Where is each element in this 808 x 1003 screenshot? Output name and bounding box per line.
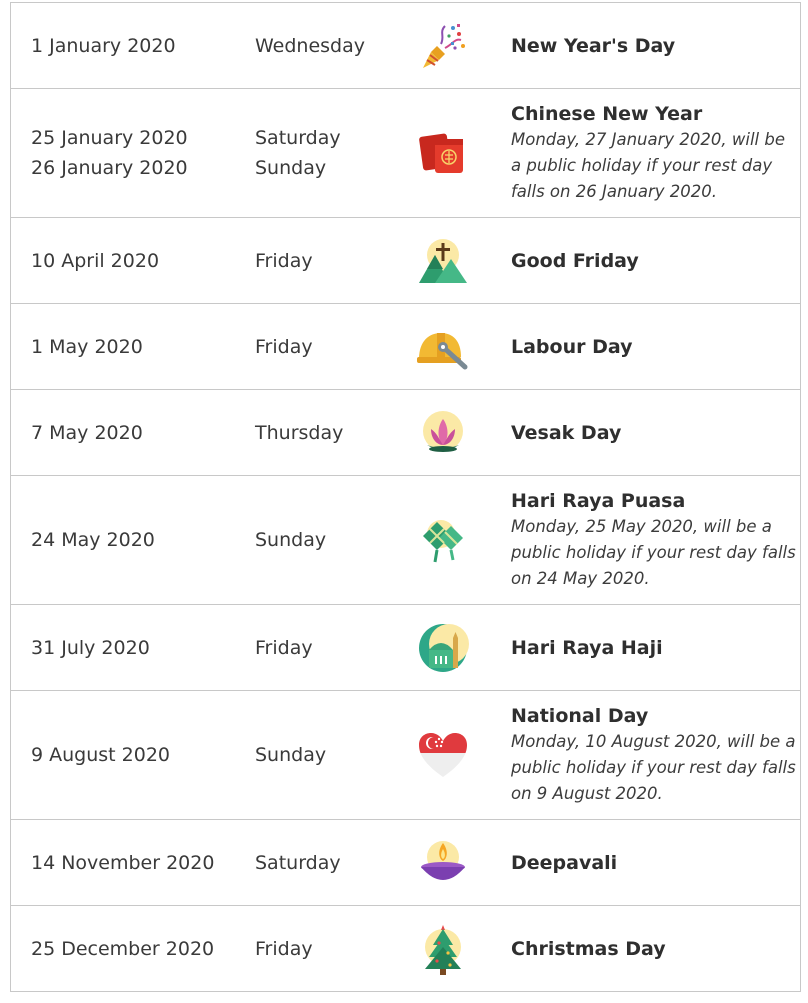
day-cell bbox=[255, 218, 405, 303]
ketupat-icon bbox=[415, 512, 471, 568]
date-text: 26 January 2020 bbox=[31, 157, 188, 179]
day-text: Friday bbox=[255, 335, 313, 358]
holiday-table bbox=[10, 2, 801, 992]
holiday-cell bbox=[511, 304, 796, 389]
date-cell bbox=[31, 304, 251, 389]
holiday-name: Good Friday bbox=[511, 249, 639, 272]
day-text: Sunday bbox=[255, 529, 327, 551]
icon-cell bbox=[413, 691, 473, 819]
day-text: Sunday bbox=[255, 744, 327, 766]
day-cell bbox=[255, 304, 405, 389]
date-cell bbox=[31, 89, 251, 217]
table-row bbox=[10, 3, 801, 89]
date-cell bbox=[31, 218, 251, 303]
day-text: Friday bbox=[255, 249, 313, 272]
cross-hill-icon bbox=[415, 233, 471, 289]
holiday-name: National Day bbox=[511, 705, 649, 727]
day-cell bbox=[255, 605, 405, 690]
date-cell bbox=[31, 605, 251, 690]
date-text: 25 December 2020 bbox=[31, 937, 215, 960]
date-text: 14 November 2020 bbox=[31, 851, 215, 874]
date-cell bbox=[31, 3, 251, 88]
red-packet-icon bbox=[415, 125, 471, 181]
table-row bbox=[10, 89, 801, 218]
day-cell bbox=[255, 820, 405, 905]
holiday-name: Hari Raya Puasa bbox=[511, 490, 686, 512]
christmas-tree-icon bbox=[415, 921, 471, 977]
date-text: 9 August 2020 bbox=[31, 744, 171, 766]
table-row bbox=[10, 476, 801, 605]
hard-hat-wrench-icon bbox=[415, 319, 471, 375]
holiday-note: Monday, 10 August 2020, will be a public holiday if your rest day falls on 9 August 2020. bbox=[511, 732, 796, 803]
holiday-cell bbox=[511, 605, 796, 690]
table-row bbox=[10, 691, 801, 820]
day-cell bbox=[255, 390, 405, 475]
holiday-note: Monday, 25 May 2020, will be a public holiday if your rest day falls on 24 May 2020. bbox=[511, 517, 796, 588]
table-row bbox=[10, 218, 801, 304]
icon-cell bbox=[413, 605, 473, 690]
table-row bbox=[10, 304, 801, 390]
day-cell bbox=[255, 89, 405, 217]
date-cell bbox=[31, 390, 251, 475]
holiday-name: New Year's Day bbox=[511, 34, 676, 57]
table-row bbox=[10, 820, 801, 906]
holiday-name: Deepavali bbox=[511, 851, 618, 874]
date-text: 7 May 2020 bbox=[31, 421, 143, 444]
holiday-cell bbox=[511, 218, 796, 303]
day-text: Friday bbox=[255, 636, 313, 659]
holiday-cell bbox=[511, 820, 796, 905]
holiday-name: Christmas Day bbox=[511, 937, 666, 960]
icon-cell bbox=[413, 218, 473, 303]
date-cell bbox=[31, 906, 251, 991]
holiday-cell bbox=[511, 476, 796, 604]
date-cell bbox=[31, 476, 251, 604]
holiday-cell bbox=[511, 390, 796, 475]
table-row bbox=[10, 390, 801, 476]
icon-cell bbox=[413, 89, 473, 217]
day-text: Wednesday bbox=[255, 34, 366, 57]
singapore-heart-icon bbox=[415, 727, 471, 783]
holiday-cell bbox=[511, 89, 796, 217]
icon-cell bbox=[413, 3, 473, 88]
holiday-name: Chinese New Year bbox=[511, 103, 703, 125]
holiday-name: Labour Day bbox=[511, 335, 633, 358]
table-row bbox=[10, 906, 801, 992]
day-text: Thursday bbox=[255, 421, 344, 444]
holiday-cell bbox=[511, 691, 796, 819]
date-cell bbox=[31, 820, 251, 905]
date-text: 31 July 2020 bbox=[31, 636, 150, 659]
holiday-note: Monday, 27 January 2020, will be a public holiday if your rest day falls on 26 January 2020. bbox=[511, 130, 785, 201]
date-cell bbox=[31, 691, 251, 819]
day-cell bbox=[255, 691, 405, 819]
mosque-crescent-icon bbox=[415, 620, 471, 676]
icon-cell bbox=[413, 820, 473, 905]
icon-cell bbox=[413, 476, 473, 604]
day-text: Sunday bbox=[255, 157, 327, 179]
date-text: 10 April 2020 bbox=[31, 249, 160, 272]
day-text: Saturday bbox=[255, 127, 341, 149]
diya-lamp-icon bbox=[415, 835, 471, 891]
lotus-icon bbox=[415, 405, 471, 461]
date-text: 1 May 2020 bbox=[31, 335, 143, 358]
icon-cell bbox=[413, 906, 473, 991]
icon-cell bbox=[413, 390, 473, 475]
holiday-name: Hari Raya Haji bbox=[511, 636, 663, 659]
table-row bbox=[10, 605, 801, 691]
holiday-cell bbox=[511, 3, 796, 88]
icon-cell bbox=[413, 304, 473, 389]
holiday-name: Vesak Day bbox=[511, 421, 622, 444]
day-cell bbox=[255, 476, 405, 604]
date-text: 24 May 2020 bbox=[31, 529, 155, 551]
day-text: Saturday bbox=[255, 851, 341, 874]
party-popper-icon bbox=[415, 18, 471, 74]
date-text: 25 January 2020 bbox=[31, 127, 188, 149]
day-text: Friday bbox=[255, 937, 313, 960]
day-cell bbox=[255, 3, 405, 88]
date-text: 1 January 2020 bbox=[31, 34, 176, 57]
holiday-cell bbox=[511, 906, 796, 991]
day-cell bbox=[255, 906, 405, 991]
